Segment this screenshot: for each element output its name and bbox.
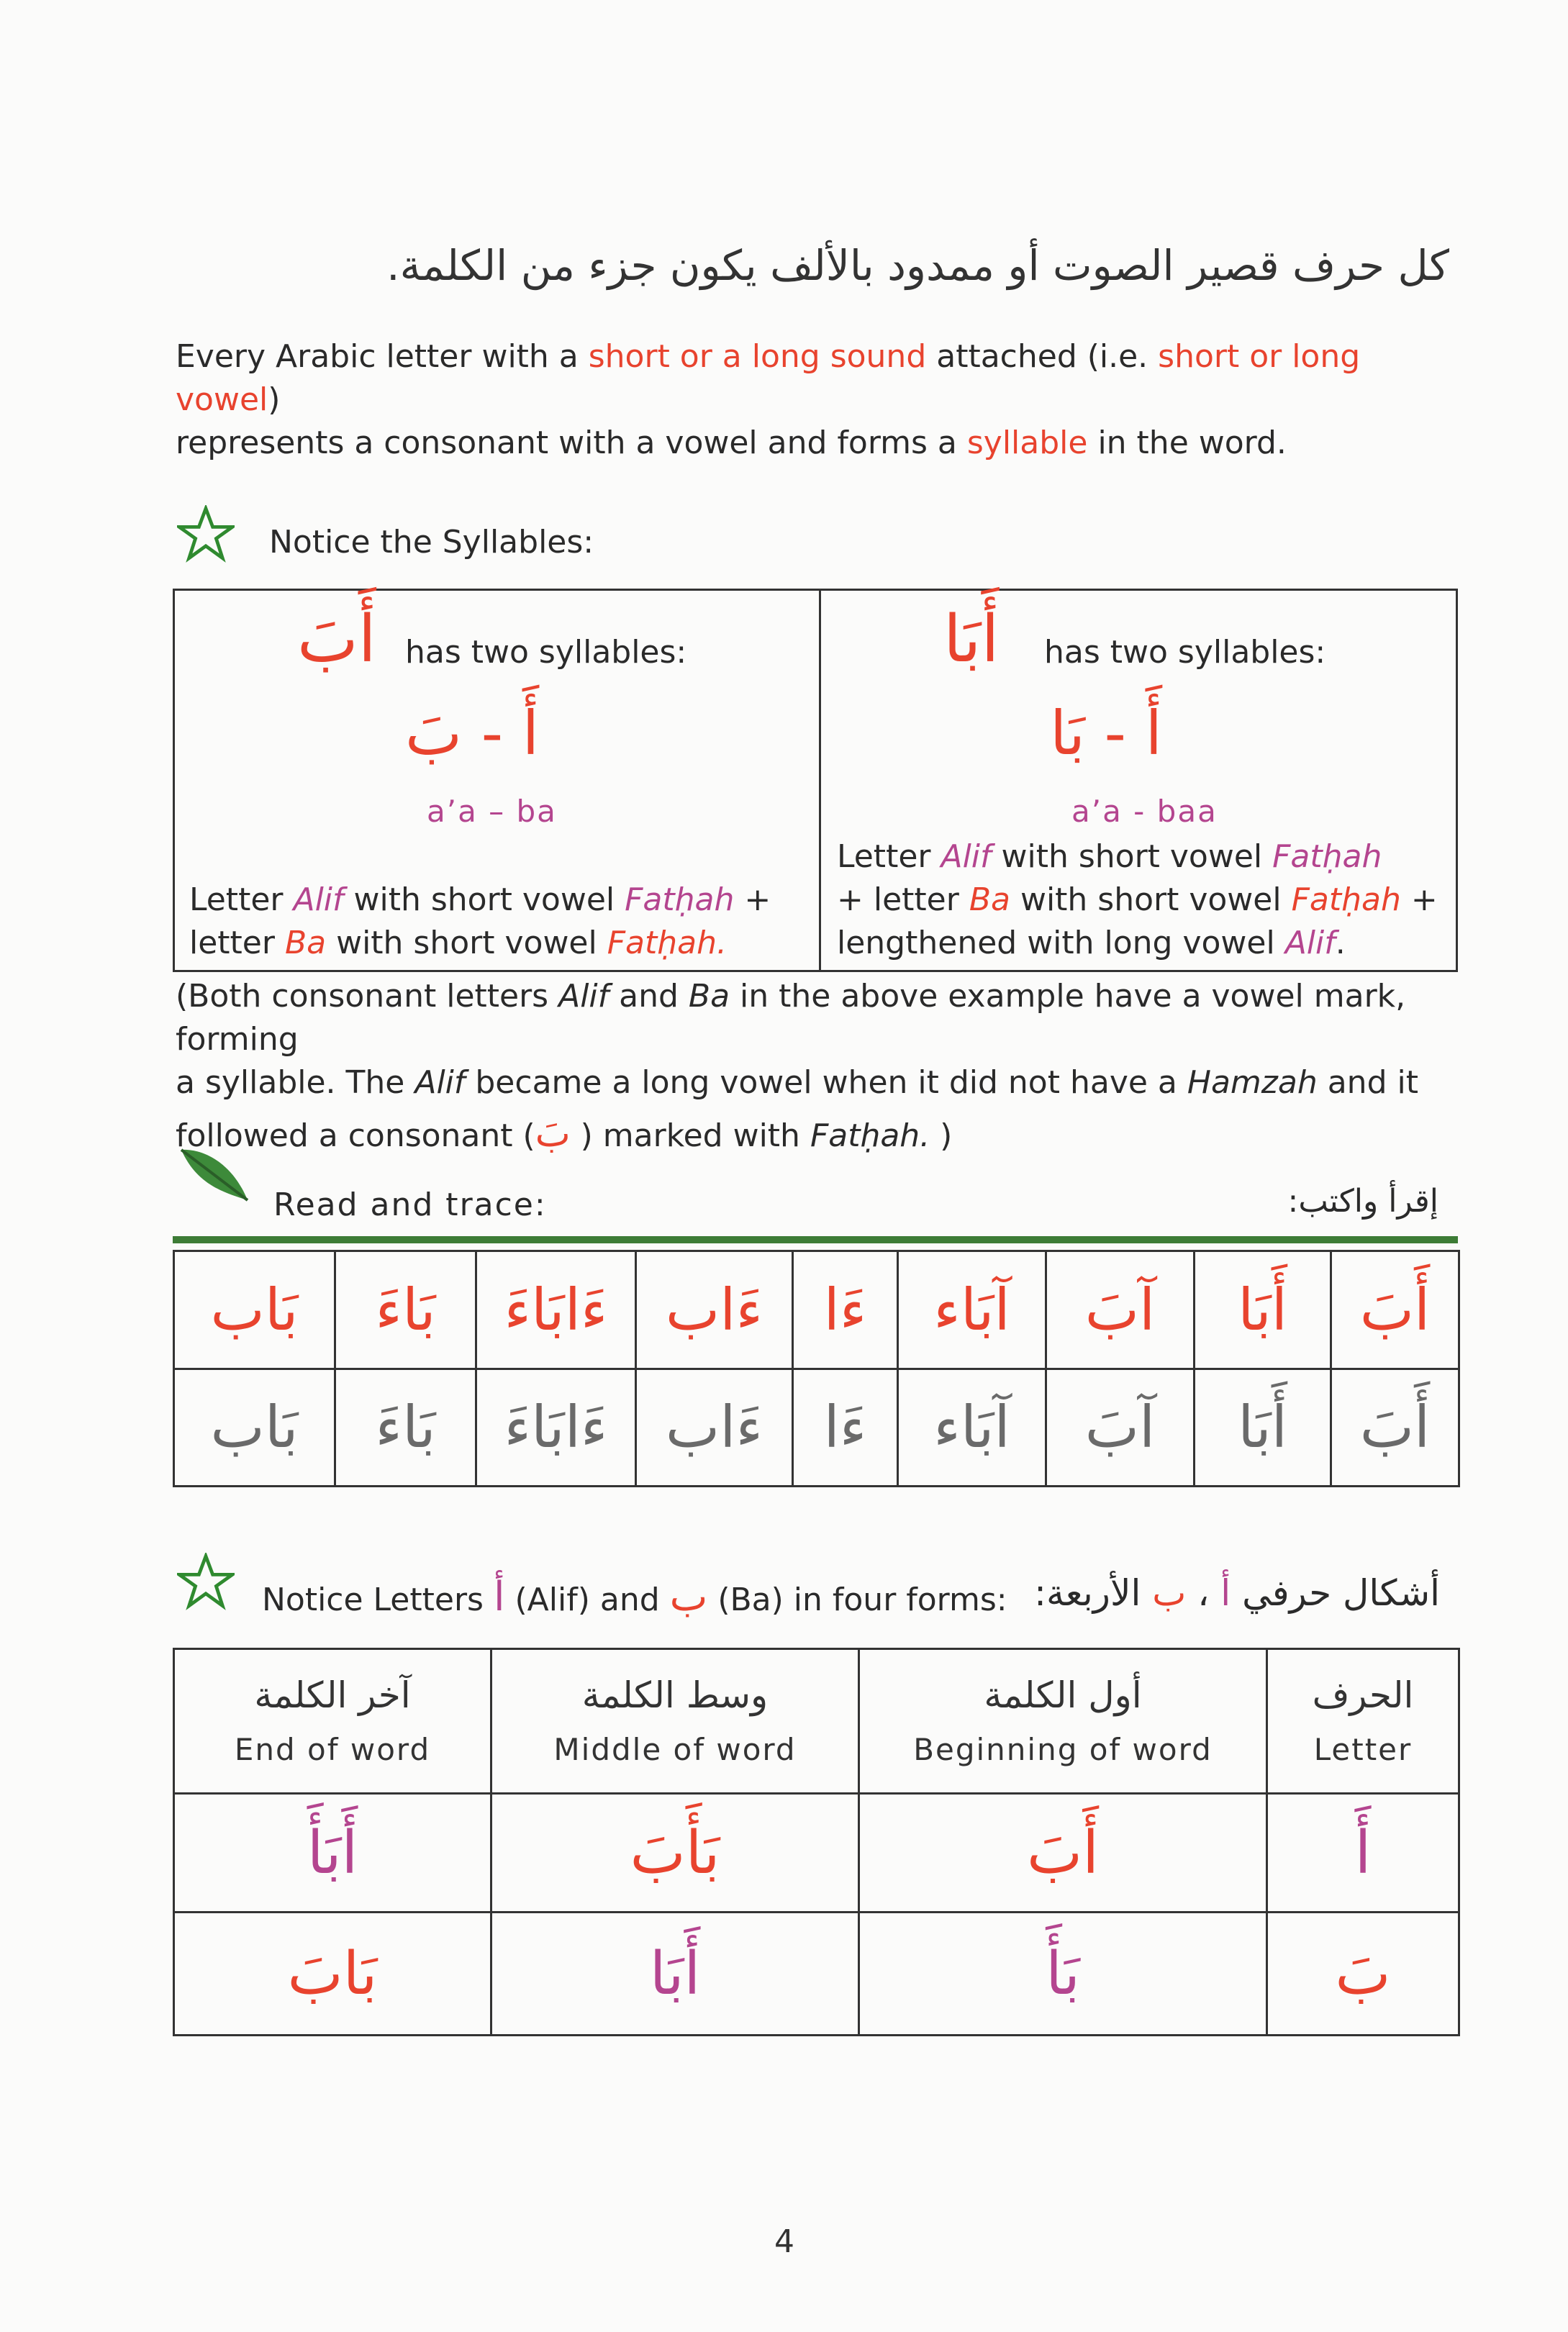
transliteration: a’a - baa <box>1071 794 1218 829</box>
trace-word-outline[interactable]: ءَابَاءَ <box>476 1369 636 1487</box>
note-paragraph: (Both consonant letters Alif and Ba in the above example have a vowel mark, forming a syllable. The Alif became a long vowel when it did not have a Hamzah and it followed a consonant (بَ ) marked with Fatḥah. ) <box>176 978 1418 1156</box>
intro-text: represents a consonant with a vowel and forms a <box>176 425 967 461</box>
trace-word-outline[interactable]: آبَاء <box>898 1369 1046 1487</box>
syllables-cell-left <box>175 591 821 970</box>
syllables-cell-right <box>821 591 1456 970</box>
trace-word-outline[interactable]: ءَا <box>793 1369 898 1487</box>
has-two-syllables-label: has two syllables: <box>405 634 687 671</box>
forms-row-ba <box>174 1913 1459 2036</box>
header-middle: وسط الكلمة Middle of word <box>491 1649 859 1794</box>
trace-row-practice <box>174 1369 1459 1487</box>
form-end: أَبَأَ <box>174 1793 491 1913</box>
form-end: بَابَ <box>174 1913 491 2036</box>
trace-word: آبَاء <box>898 1251 1046 1369</box>
trace-word-outline[interactable]: ءَاب <box>636 1369 793 1487</box>
notice-letters-label-arabic: أشكال حرفي أ ، ب الأربعة: <box>1034 1572 1440 1614</box>
forms-header-row <box>174 1649 1459 1794</box>
star-icon <box>177 505 235 563</box>
forms-row-alif <box>174 1793 1459 1913</box>
has-two-syllables-label: has two syllables: <box>1044 634 1326 671</box>
syllables-table <box>173 589 1458 972</box>
trace-word: بَاءَ <box>335 1251 476 1369</box>
star-icon <box>177 1553 235 1610</box>
trace-word: ءَاب <box>636 1251 793 1369</box>
trace-word: ءَابَاءَ <box>476 1251 636 1369</box>
trace-word: آبَ <box>1046 1251 1195 1369</box>
intro-highlight: short or long vowel <box>176 338 1361 418</box>
trace-word-outline[interactable]: آبَ <box>1046 1369 1195 1487</box>
feather-icon <box>176 1143 255 1207</box>
page-number: 4 <box>774 2223 794 2260</box>
trace-word: بَاب <box>174 1251 335 1369</box>
syllable-word: أَبَا <box>943 602 1000 677</box>
intro-text: in the word. <box>1087 425 1287 461</box>
header-end: آخر الكلمة End of word <box>174 1649 491 1794</box>
syllable-split: أَ - بَ <box>405 698 540 768</box>
heading-arabic: كل حرف قصير الصوت أو ممدود بالألف يكون جزء من الكلمة. <box>386 241 1449 290</box>
trace-word-outline[interactable]: أَبَ <box>1331 1369 1459 1487</box>
intro-text: attached (i.e. <box>926 338 1159 375</box>
divider-line <box>173 1236 1458 1243</box>
read-trace-label: Read and trace: <box>273 1187 547 1223</box>
intro-highlight: syllable <box>966 425 1088 461</box>
syllable-description: Letter Alif with short vowel Fatḥah + letter Ba with short vowel Fatḥah. <box>189 881 771 961</box>
read-trace-label-arabic: إقرأ واكتب: <box>1287 1183 1438 1220</box>
trace-word: أَبَ <box>1331 1251 1459 1369</box>
syllable-word: أَبَ <box>297 602 376 677</box>
notice-syllables-label: Notice the Syllables: <box>269 524 594 561</box>
form-middle: بَأَبَ <box>491 1793 859 1913</box>
trace-word-outline[interactable]: بَاب <box>174 1369 335 1487</box>
form-middle: أَبَا <box>491 1913 859 2036</box>
header-letter: الحرف Letter <box>1267 1649 1459 1794</box>
trace-word-outline[interactable]: أَبَا <box>1195 1369 1331 1487</box>
syllable-split: أَ - بَا <box>1050 698 1163 768</box>
form-letter: بَ <box>1267 1913 1459 2036</box>
trace-word: ءَا <box>793 1251 898 1369</box>
form-beginning: بَأَ <box>859 1913 1267 2036</box>
intro-paragraph <box>176 335 1442 465</box>
intro-text: Every Arabic letter with a <box>176 338 589 375</box>
intro-text: ) <box>268 381 281 418</box>
header-beginning: أول الكلمة Beginning of word <box>859 1649 1267 1794</box>
transliteration: a’a – ba <box>427 794 557 829</box>
syllable-description: Letter Alif with short vowel Fatḥah + letter Ba with short vowel Fatḥah + lengthened with long vowel Alif. <box>837 838 1438 961</box>
notice-letters-label: Notice Letters أ (Alif) and ب (Ba) in four forms: <box>262 1574 1007 1620</box>
form-beginning: أَبَ <box>859 1793 1267 1913</box>
intro-highlight: short or a long sound <box>588 338 927 375</box>
trace-table <box>173 1250 1460 1487</box>
letter-forms-table <box>173 1648 1460 2036</box>
trace-word: أَبَا <box>1195 1251 1331 1369</box>
form-letter: أَ <box>1267 1793 1459 1913</box>
trace-word-outline[interactable]: بَاءَ <box>335 1369 476 1487</box>
trace-row-model <box>174 1251 1459 1369</box>
